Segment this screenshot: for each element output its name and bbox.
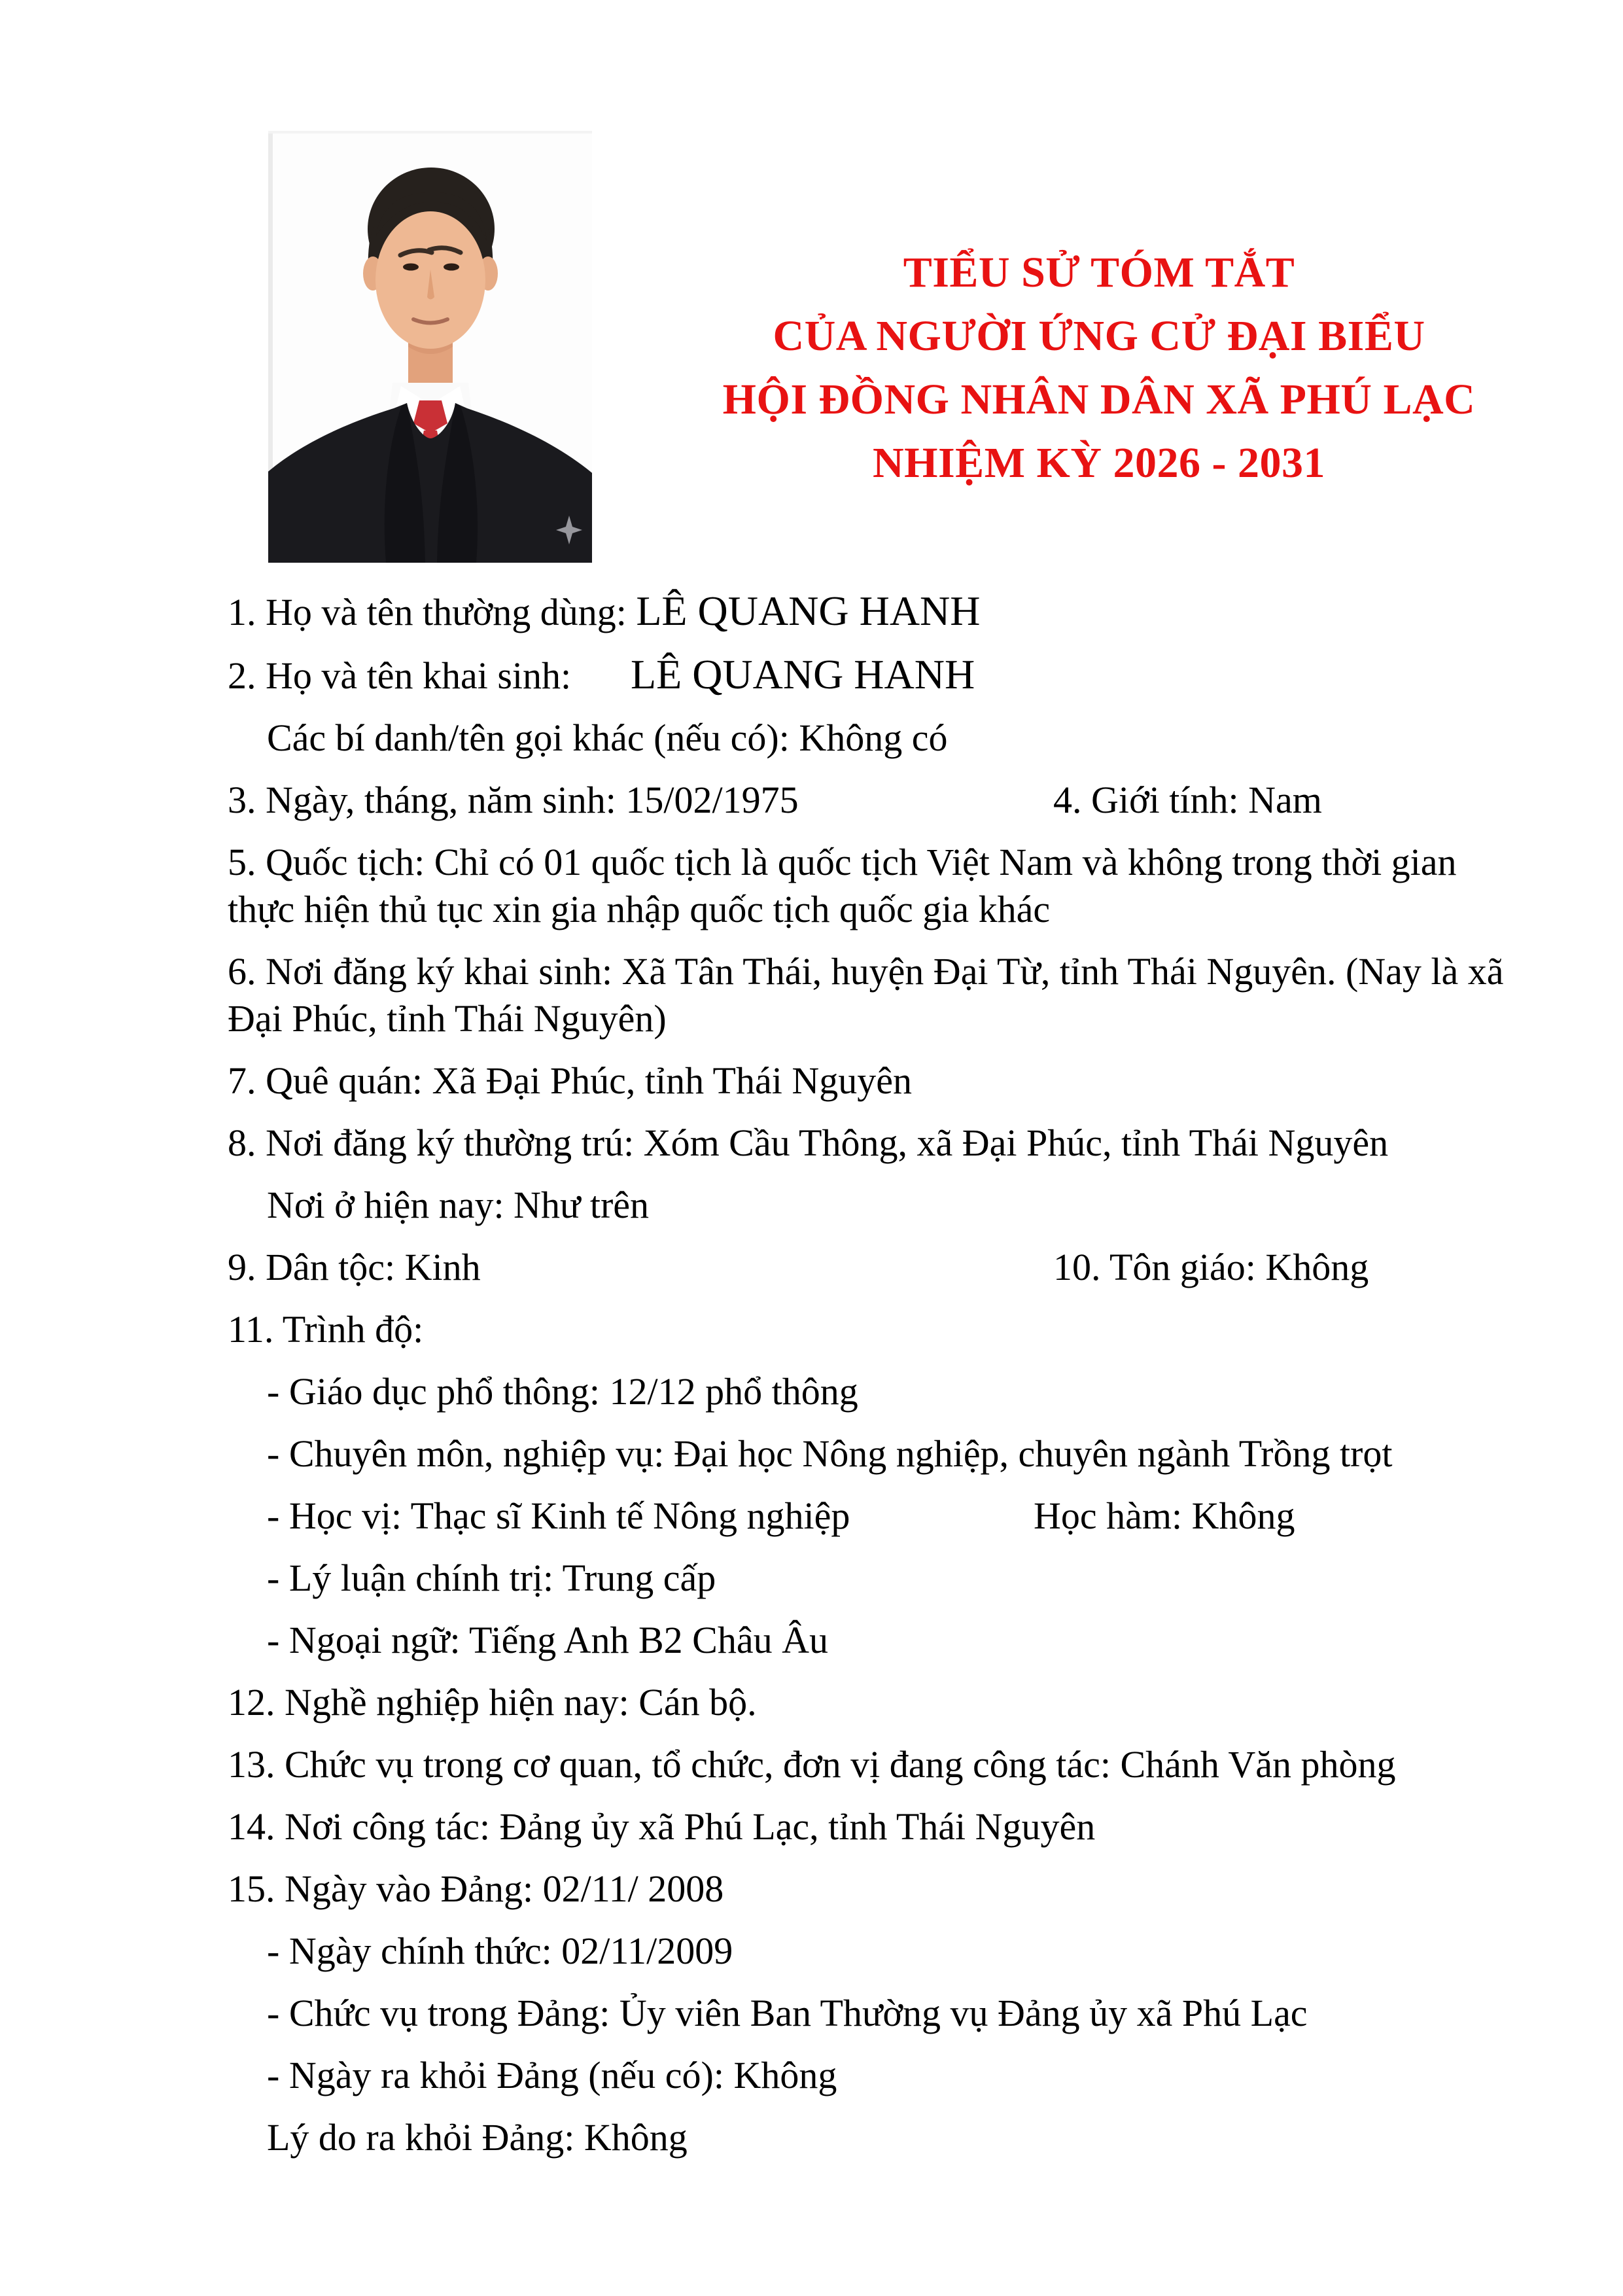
field-nationality-line1: 5. Quốc tịch: Chỉ có 01 quốc tịch là quốc tịch Việt Nam và không trong thời gian xyxy=(228,841,1457,883)
field-birth-date: 3. Ngày, tháng, năm sinh: 15/02/1975 xyxy=(228,779,799,821)
field-ethnicity: 9. Dân tộc: Kinh xyxy=(228,1246,481,1288)
title-block xyxy=(572,241,1623,495)
field-general-education: - Giáo dục phổ thông: 12/12 phổ thông xyxy=(267,1370,858,1413)
portrait-illustration xyxy=(268,131,592,563)
field-birth-registration-line1: 6. Nơi đăng ký khai sinh: Xã Tân Thái, huyện Đại Từ, tỉnh Thái Nguyên. (Nay là xã xyxy=(228,950,1504,993)
field-workplace: 14. Nơi công tác: Đảng ủy xã Phú Lạc, tỉnh Thái Nguyên xyxy=(228,1805,1096,1848)
body-block xyxy=(228,588,1504,2176)
field-position: 13. Chức vụ trong cơ quan, tổ chức, đơn vị đang công tác: Chánh Văn phòng xyxy=(228,1743,1396,1786)
title-line-2: CỦA NGƯỜI ỨNG CỬ ĐẠI BIỂU xyxy=(773,312,1425,360)
field-professional-education: - Chuyên môn, nghiệp vụ: Đại học Nông nghiệp, chuyên ngành Trồng trọt xyxy=(267,1432,1393,1475)
field-foreign-language: - Ngoại ngữ: Tiếng Anh B2 Châu Âu xyxy=(267,1619,828,1661)
field-occupation: 12. Nghề nghiệp hiện nay: Cán bộ. xyxy=(228,1681,757,1723)
common-name-value: LÊ QUANG HANH xyxy=(636,588,981,634)
field-gender: 4. Giới tính: Nam xyxy=(1053,779,1322,821)
field-birth-name-label: 2. Họ và tên khai sinh: xyxy=(228,654,572,697)
candidate-photo xyxy=(268,131,592,563)
row-birthdate-gender xyxy=(228,777,1405,824)
field-academic-title: Học hàm: Không xyxy=(1034,1494,1295,1537)
field-common-name xyxy=(228,588,1405,636)
field-political-theory: - Lý luận chính trị: Trung cấp xyxy=(267,1557,716,1599)
title-line-4: NHIỆM KỲ 2026 - 2031 xyxy=(873,439,1325,487)
field-party-admission-date: 15. Ngày vào Đảng: 02/11/ 2008 xyxy=(228,1867,724,1910)
field-current-residence: Nơi ở hiện nay: Như trên xyxy=(267,1184,650,1226)
field-permanent-residence: 8. Nơi đăng ký thường trú: Xóm Cầu Thông, xã Đại Phúc, tỉnh Thái Nguyên xyxy=(228,1122,1389,1164)
field-common-name-label: 1. Họ và tên thường dùng: xyxy=(228,591,637,633)
field-aliases: Các bí danh/tên gọi khác (nếu có): Không có xyxy=(267,716,948,759)
field-nationality-line2: thực hiện thủ tục xin gia nhập quốc tịch quốc gia khác xyxy=(228,888,1051,930)
row-ethnicity-religion xyxy=(228,1244,1405,1291)
field-party-position: - Chức vụ trong Đảng: Ủy viên Ban Thường vụ Đảng ủy xã Phú Lạc xyxy=(267,1992,1308,2034)
row-degree-title xyxy=(228,1492,1405,1540)
field-party-exit-reason: Lý do ra khỏi Đảng: Không xyxy=(267,2116,688,2159)
field-religion: 10. Tôn giáo: Không xyxy=(1053,1246,1369,1288)
title-line-3: HỘI ĐỒNG NHÂN DÂN XÃ PHÚ LẠC xyxy=(722,376,1476,423)
field-academic-degree: - Học vị: Thạc sĩ Kinh tế Nông nghiệp xyxy=(267,1494,850,1537)
title-line-1: TIỂU SỬ TÓM TẮT xyxy=(903,249,1295,296)
field-birth-registration-line2: Đại Phúc, tỉnh Thái Nguyên) xyxy=(228,997,667,1040)
field-party-official-date: - Ngày chính thức: 02/11/2009 xyxy=(267,1930,733,1972)
birth-name-value: LÊ QUANG HANH xyxy=(631,651,975,698)
field-birth-name xyxy=(228,651,1405,699)
field-education-header: 11. Trình độ: xyxy=(228,1308,424,1351)
field-party-exit-date: - Ngày ra khỏi Đảng (nếu có): Không xyxy=(267,2054,837,2096)
field-hometown: 7. Quê quán: Xã Đại Phúc, tỉnh Thái Nguyên xyxy=(228,1059,912,1102)
